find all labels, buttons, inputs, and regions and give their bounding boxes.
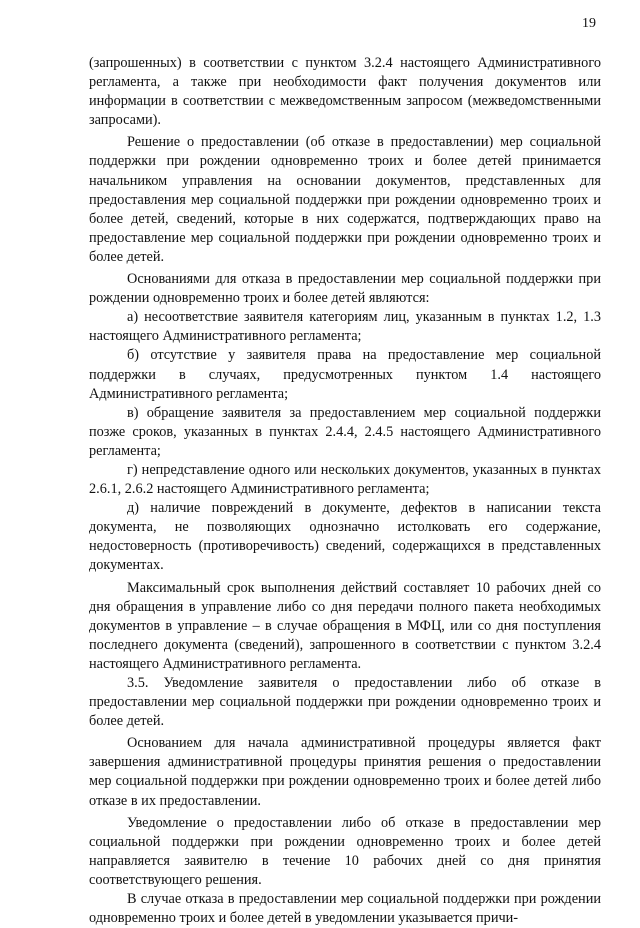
paragraph-decision: Решение о предоставлении (об отказе в предоставлении) мер социальной поддержки при рождении одновременно троих и более детей принимается начальником управления на основании документов, представленных для предоставления мер социальной поддержки при рождении одновременно троих и более детей, сведений, которые в них содержатся, подтверждающих право на предоставление мер социальной поддержки при рождении одновременно троих и более детей. (89, 134, 601, 265)
section-heading-3-5: 3.5. Уведомление заявителя о предоставлении либо об отказе в предоставлении мер социальной поддержки при рождении одновременно троих и более детей. (89, 675, 601, 730)
page-number: 19 (582, 16, 596, 31)
paragraph-notification: Уведомление о предоставлении либо об отказе в предоставлении мер социальной поддержки при рождении одновременно троих и более детей направляется заявителю в течение 10 рабочих дней со дня принятия соответствующего решения. (89, 814, 601, 888)
paragraph-refusal-grounds: Основаниями для отказа в предоставлении мер социальной поддержки при рождении одновременно троих и более детей являются: (89, 271, 601, 307)
body-text (89, 54, 601, 928)
paragraph-refusal-case: В случае отказа в предоставлении мер социальной поддержки при рождении одновременно троих и более детей в уведомлении указывается причи- (89, 891, 601, 927)
paragraph-max-term: Максимальный срок выполнения действий составляет 10 рабочих дней со дня обращения в управление либо со дня передачи полного пакета необходимых документов в управление – в случае обращения в МФЦ, или со дня поступления последнего документа (сведений), запрошенного в соответствии с пунктом 3.2.4 настоящего Административного регламента. (89, 579, 601, 672)
list-item-b: б) отсутствие у заявителя права на предоставление мер социальной поддержки в случаях, предусмотренных пунктом 1.4 настоящего Административного регламента; (89, 347, 601, 402)
list-item-a: а) несоответствие заявителя категориям лиц, указанным в пунктах 1.2, 1.3 настоящего Административного регламента; (89, 309, 601, 345)
list-item-v: в) обращение заявителя за предоставлением мер социальной поддержки позже сроков, указанных в пунктах 2.4.4, 2.4.5 настоящего Административного регламента; (89, 404, 601, 459)
paragraph-procedure-start: Основанием для начала административной процедуры является факт завершения административной процедуры принятия решения о предоставлении мер социальной поддержки при рождении одновременно троих и более детей либо отказе в их предоставлении. (89, 735, 601, 809)
list-item-g: г) непредставление одного или нескольких документов, указанных в пунктах 2.6.1, 2.6.2 настоящего Административного регламента; (89, 461, 601, 498)
list-item-d: д) наличие повреждений в документе, дефектов в написании текста документа, не позволяющих однозначно истолковать его содержание, недостоверность (противоречивость) сведений, содержащихся в представленных документах. (89, 500, 601, 574)
paragraph-continuation: (запрошенных) в соответствии с пунктом 3.2.4 настоящего Административного регламента, а также при необходимости факт получения документов или информации в соответствии с межведомственным запросом (межведомственными запросами). (89, 55, 601, 129)
